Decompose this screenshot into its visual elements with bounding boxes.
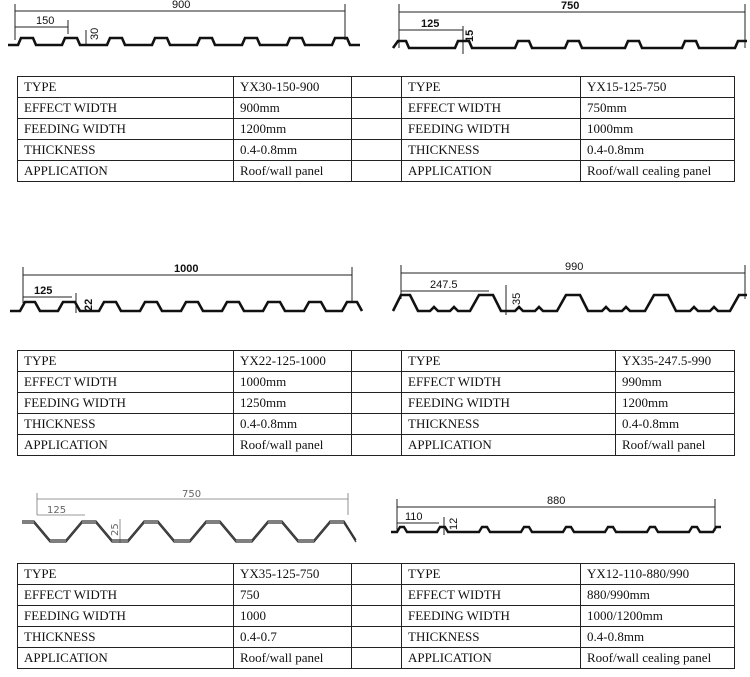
spacer-cell [352,414,402,435]
spacer-cell [352,435,402,456]
label-thickness: THICKNESS [18,414,234,435]
value-feeding-width: 1000/1200mm [581,606,735,627]
profile-drawing-yx35-990 [375,255,750,320]
value-feeding-width: 1200mm [616,393,735,414]
spacer-cell [352,585,402,606]
value-application: Roof/wall cealing panel [581,161,735,182]
dim-height-yx35-750: 25 [110,523,121,536]
label-application: APPLICATION [18,161,234,182]
value-type: YX12-110-880/990 [581,564,735,585]
label-feeding-width: FEEDING WIDTH [18,119,234,140]
value-effect-width: 1000mm [234,372,352,393]
label-application: APPLICATION [402,435,616,456]
dim-pitch-yx15: 125 [421,18,440,30]
label-feeding-width: FEEDING WIDTH [402,119,581,140]
label-feeding-width: FEEDING WIDTH [18,606,234,627]
label-application: APPLICATION [18,435,234,456]
value-thickness: 0.4-0.8mm [234,140,352,161]
spacer-cell [352,393,402,414]
label-thickness: THICKNESS [18,627,234,648]
label-feeding-width: FEEDING WIDTH [18,393,234,414]
label-effect-width: EFFECT WIDTH [18,98,234,119]
profile-drawing-yx35-750 [0,485,375,550]
label-thickness: THICKNESS [402,140,581,161]
dim-total-yx30: 900 [172,0,191,11]
value-feeding-width: 1200mm [234,119,352,140]
spec-table-row-1 [17,76,735,182]
label-feeding-width: FEEDING WIDTH [402,393,616,414]
label-feeding-width: FEEDING WIDTH [402,606,581,627]
label-type: TYPE [402,564,581,585]
value-effect-width: 900mm [234,98,352,119]
value-feeding-width: 1000 [234,606,352,627]
value-thickness: 0.4-0.8mm [234,414,352,435]
value-application: Roof/wall panel [234,648,352,669]
spacer-cell [352,372,402,393]
spacer-cell [352,648,402,669]
dim-total-yx35-750: 750 [182,489,202,500]
spacer-cell [352,564,402,585]
dim-pitch-yx35-990: 247.5 [430,279,458,291]
value-application: Roof/wall panel [616,435,735,456]
value-feeding-width: 1000mm [581,119,735,140]
dim-height-yx22: 22 [83,298,95,311]
value-type: YX35-125-750 [234,564,352,585]
spacer-cell [352,351,402,372]
value-thickness: 0.4-0.7 [234,627,352,648]
label-thickness: THICKNESS [402,414,616,435]
label-type: TYPE [18,351,234,372]
label-effect-width: EFFECT WIDTH [402,98,581,119]
spec-table-row-2 [17,350,735,456]
value-type: YX15-125-750 [581,77,735,98]
value-effect-width: 990mm [616,372,735,393]
label-type: TYPE [18,564,234,585]
value-feeding-width: 1250mm [234,393,352,414]
dim-height-yx15: 15 [464,29,476,42]
dim-total-yx12: 880 [547,495,566,507]
dim-pitch-yx22: 125 [34,285,53,297]
label-effect-width: EFFECT WIDTH [402,585,581,606]
value-type: YX35-247.5-990 [616,351,735,372]
label-thickness: THICKNESS [18,140,234,161]
spacer-cell [352,98,402,119]
label-type: TYPE [18,77,234,98]
label-application: APPLICATION [402,648,581,669]
dim-height-yx12: 12 [448,517,460,530]
value-thickness: 0.4-0.8mm [616,414,735,435]
profile-drawing-yx22 [0,255,375,320]
spacer-cell [352,77,402,98]
dim-pitch-yx12: 110 [405,511,423,523]
label-effect-width: EFFECT WIDTH [18,372,234,393]
label-application: APPLICATION [402,161,581,182]
value-application: Roof/wall cealing panel [581,648,735,669]
spec-table-row-3 [17,563,735,669]
dim-total-yx22: 1000 [174,263,199,275]
value-application: Roof/wall panel [234,161,352,182]
dim-total-yx15: 750 [561,0,580,12]
label-effect-width: EFFECT WIDTH [402,372,616,393]
dim-height-yx30: 30 [89,27,101,40]
profile-drawing-yx15 [375,0,750,60]
label-type: TYPE [402,77,581,98]
value-effect-width: 750 [234,585,352,606]
spacer-cell [352,119,402,140]
profile-drawing-yx30 [0,0,375,60]
label-type: TYPE [402,351,616,372]
dim-height-yx35-990: 35 [511,292,523,305]
value-application: Roof/wall panel [234,435,352,456]
dim-total-yx35-990: 990 [565,261,584,273]
spacer-cell [352,606,402,627]
value-effect-width: 750mm [581,98,735,119]
value-type: YX22-125-1000 [234,351,352,372]
label-effect-width: EFFECT WIDTH [18,585,234,606]
label-application: APPLICATION [18,648,234,669]
dim-pitch-yx30: 150 [36,15,55,27]
value-effect-width: 880/990mm [581,585,735,606]
value-thickness: 0.4-0.8mm [581,140,735,161]
value-thickness: 0.4-0.8mm [581,627,735,648]
dim-pitch-yx35-750: 125 [47,505,67,516]
spacer-cell [352,627,402,648]
spacer-cell [352,161,402,182]
label-thickness: THICKNESS [402,627,581,648]
value-type: YX30-150-900 [234,77,352,98]
spacer-cell [352,140,402,161]
profile-drawing-yx12 [375,485,750,550]
